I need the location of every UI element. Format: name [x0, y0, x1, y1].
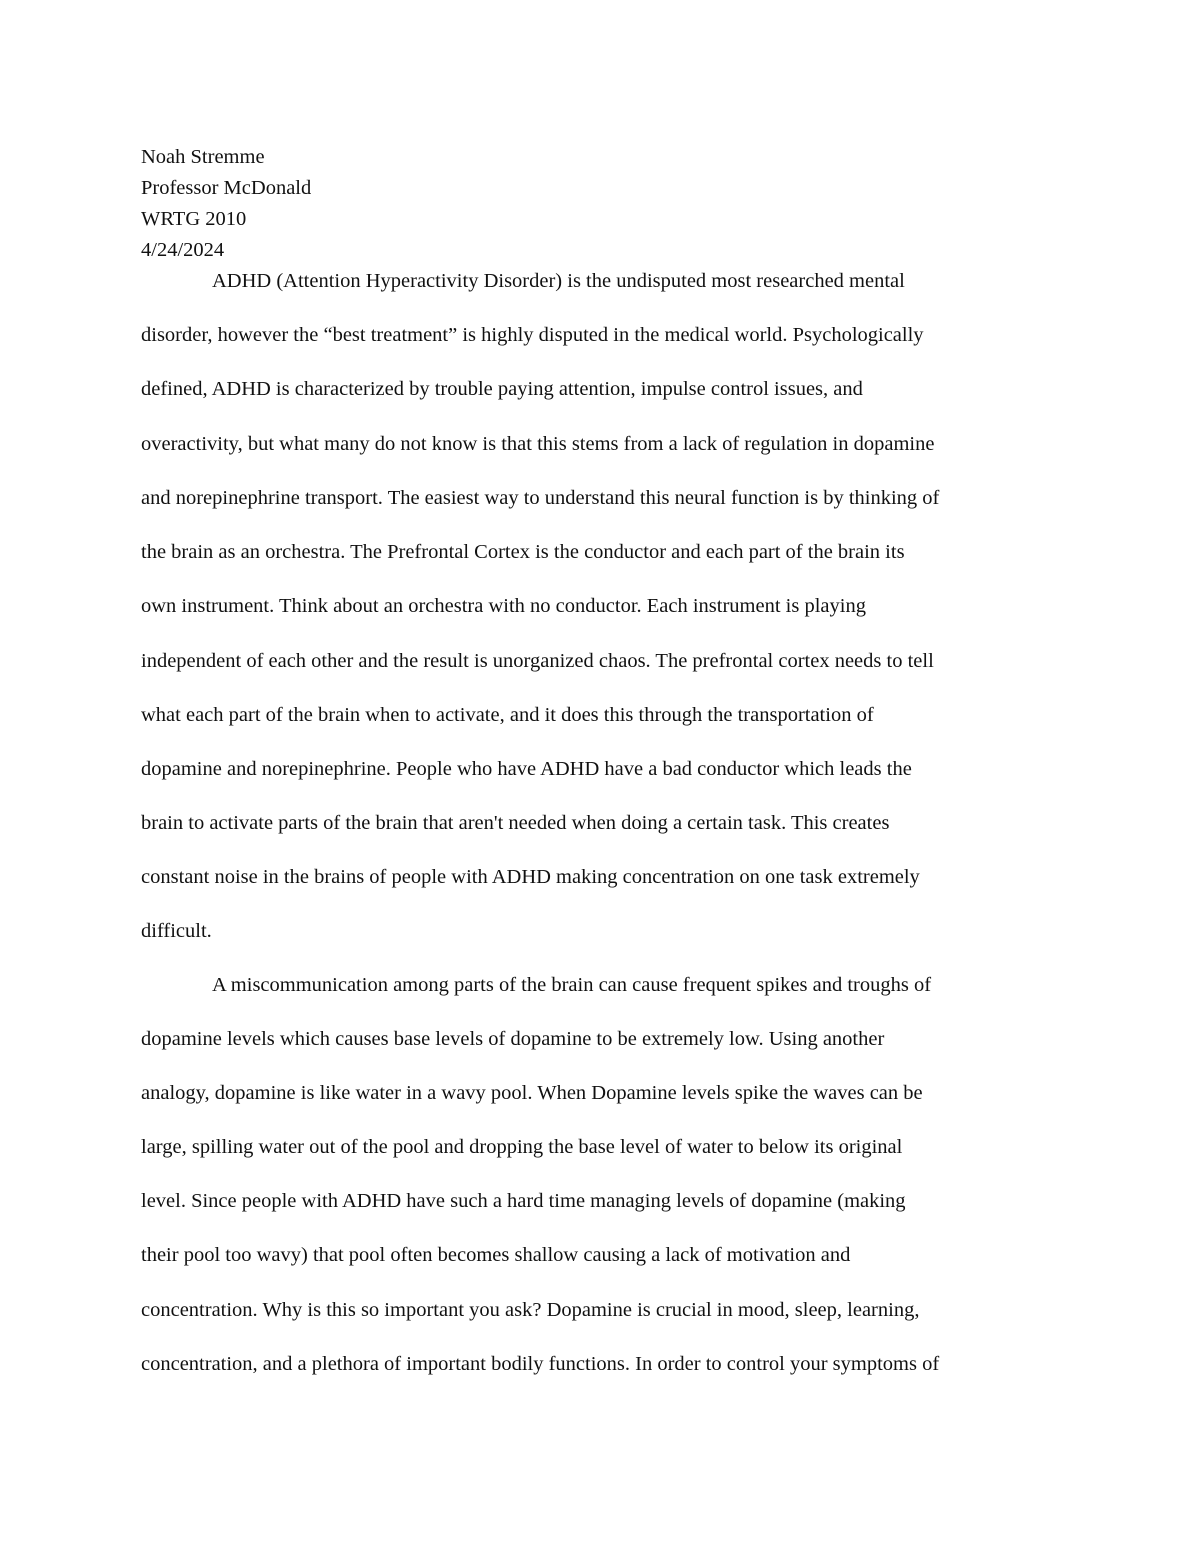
- author-name: Noah Stremme: [141, 146, 265, 168]
- professor-name: Professor McDonald: [141, 177, 312, 199]
- paragraph-1-line: ADHD (Attention Hyperactivity Disorder) is the undisputed most researched mental: [212, 270, 905, 292]
- paragraph-2-line: concentration, and a plethora of important bodily functions. In order to control your symptoms of: [141, 1353, 940, 1375]
- paragraph-2-line: their pool too wavy) that pool often becomes shallow causing a lack of motivation and: [141, 1244, 851, 1266]
- paragraph-1-line: own instrument. Think about an orchestra with no conductor. Each instrument is playing: [141, 595, 866, 617]
- paragraph-2-line: concentration. Why is this so important you ask? Dopamine is crucial in mood, sleep, learning,: [141, 1299, 920, 1321]
- paragraph-1-line: independent of each other and the result is unorganized chaos. The prefrontal cortex needs to tell: [141, 650, 934, 672]
- paragraph-2-line: dopamine levels which causes base levels of dopamine to be extremely low. Using another: [141, 1028, 885, 1050]
- paragraph-1-line: disorder, however the “best treatment” is highly disputed in the medical world. Psychologically: [141, 324, 924, 346]
- document-date: 4/24/2024: [141, 239, 225, 261]
- paragraph-1-line: dopamine and norepinephrine. People who have ADHD have a bad conductor which leads the: [141, 758, 912, 780]
- paragraph-1-line: constant noise in the brains of people with ADHD making concentration on one task extremely: [141, 866, 920, 888]
- course-code: WRTG 2010: [141, 208, 247, 230]
- paragraph-1-line: overactivity, but what many do not know is that this stems from a lack of regulation in dopamine: [141, 433, 935, 455]
- paragraph-2-line: level. Since people with ADHD have such a hard time managing levels of dopamine (making: [141, 1190, 906, 1212]
- paragraph-1-line: difficult.: [141, 920, 212, 942]
- paragraph-2-line: A miscommunication among parts of the brain can cause frequent spikes and troughs of: [212, 974, 932, 996]
- paragraph-1-line: brain to activate parts of the brain that aren't needed when doing a certain task. This creates: [141, 812, 890, 834]
- paragraph-1-line: the brain as an orchestra. The Prefrontal Cortex is the conductor and each part of the brain its: [141, 541, 905, 563]
- paragraph-1-line: defined, ADHD is characterized by trouble paying attention, impulse control issues, and: [141, 378, 863, 400]
- paragraph-1-line: and norepinephrine transport. The easiest way to understand this neural function is by thinking of: [141, 487, 940, 509]
- paragraph-1-line: what each part of the brain when to activate, and it does this through the transportation of: [141, 704, 874, 726]
- paragraph-2-line: analogy, dopamine is like water in a wavy pool. When Dopamine levels spike the waves can be: [141, 1082, 923, 1104]
- paragraph-2-line: large, spilling water out of the pool and dropping the base level of water to below its original: [141, 1136, 903, 1158]
